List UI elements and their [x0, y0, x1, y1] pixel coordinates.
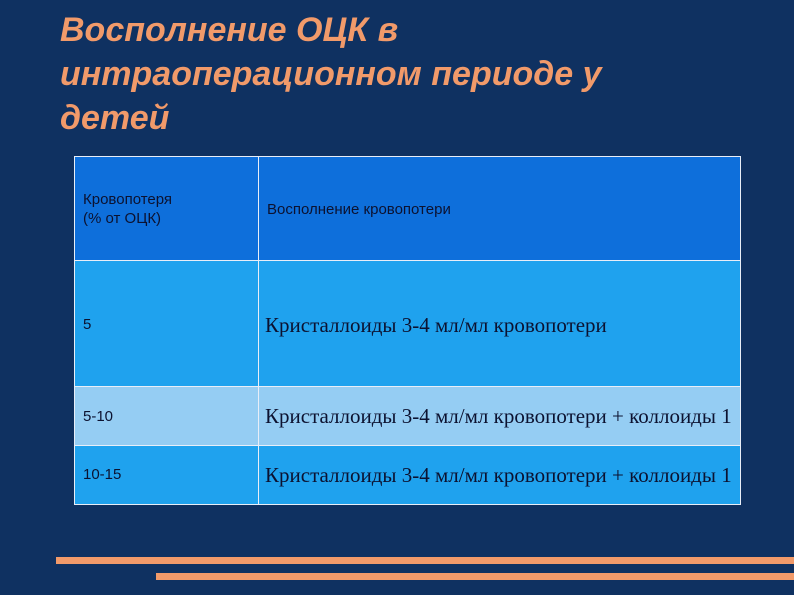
cell-text: 10-15: [83, 466, 122, 483]
title-line: детей: [60, 99, 170, 137]
table-header-cell-replacement: [259, 156, 741, 261]
table-cell-replacement: [259, 387, 741, 446]
decorative-bar: [56, 557, 794, 564]
table-cell-blood-loss: [74, 261, 259, 387]
decorative-bar: [156, 573, 794, 580]
table-cell-blood-loss: [74, 446, 259, 505]
table-header-cell-blood-loss: [74, 156, 259, 261]
header-label-line: Кровопотеря: [83, 191, 173, 208]
cell-text: Кристаллоиды 3-4 мл/мл кровопотери + коллоиды 1: [265, 463, 732, 487]
title-line: интраоперационном периоде у: [60, 55, 602, 93]
cell-text: Кристаллоиды 3-4 мл/мл кровопотери + коллоиды 1: [265, 404, 732, 428]
table-cell-blood-loss: [74, 387, 259, 446]
cell-text: 5-10: [83, 408, 114, 425]
slide-title: [60, 8, 780, 140]
cell-text: Кристаллоиды 3-4 мл/мл кровопотери: [265, 313, 607, 337]
cell-text: 5: [83, 316, 92, 333]
blood-loss-table: [74, 156, 741, 505]
header-label-line: (% от ОЦК): [83, 210, 162, 227]
table-cell-replacement: [259, 261, 741, 387]
title-line: Восполнение ОЦК в: [60, 11, 399, 49]
header-label: Восполнение кровопотери: [267, 201, 451, 218]
table-cell-replacement: [259, 446, 741, 505]
